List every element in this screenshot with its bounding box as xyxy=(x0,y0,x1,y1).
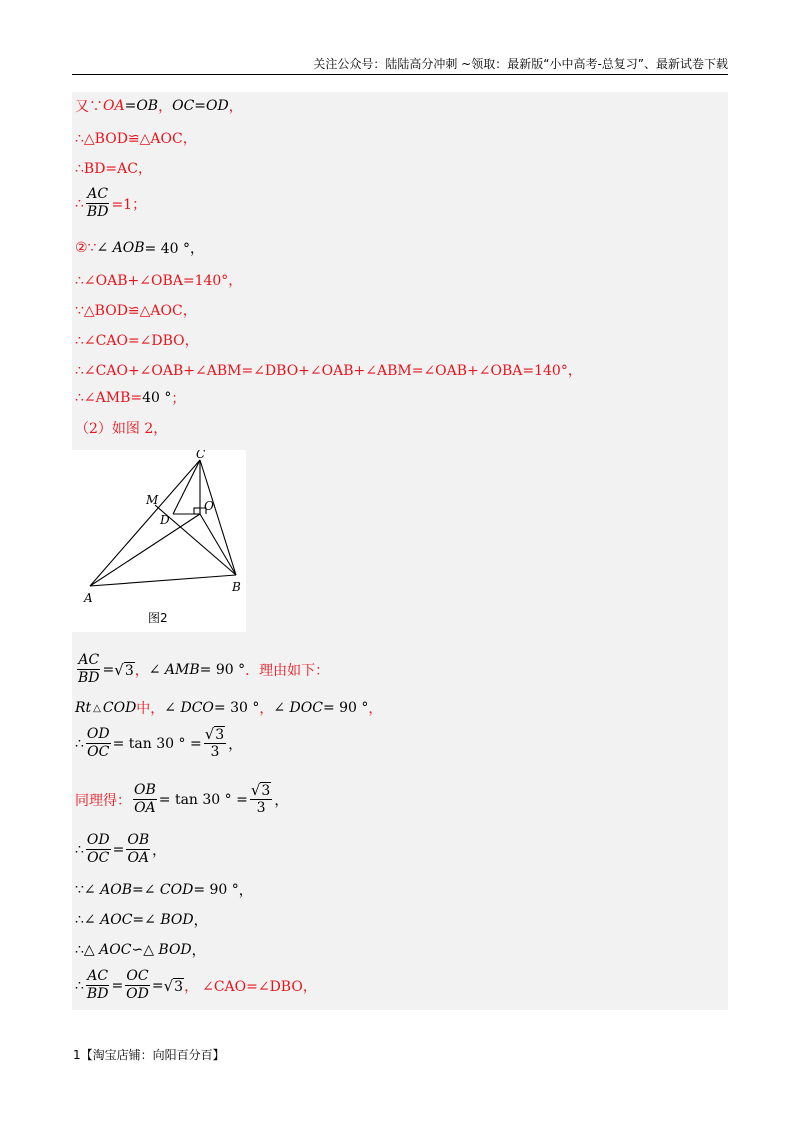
denominator: BD xyxy=(86,986,109,1002)
line-19 xyxy=(75,940,206,960)
math-var: OB xyxy=(136,98,159,114)
fraction xyxy=(86,186,110,221)
therefore: ∴ xyxy=(75,195,84,212)
point-label-B: B xyxy=(232,580,241,594)
math-expr: = tan 30 ° = xyxy=(158,791,248,808)
segment-OB xyxy=(200,514,236,575)
header-text: 关注公众号：陆陆高分冲刺 ~领取：最新版“小中高考-总复习”、最新试卷下载 xyxy=(313,57,728,71)
punct: ， xyxy=(184,978,199,995)
line-12 xyxy=(75,652,329,687)
therefore: ∴ xyxy=(75,841,84,858)
denominator: BD xyxy=(86,204,109,220)
radicand: 3 xyxy=(261,783,271,799)
fraction xyxy=(77,652,101,687)
fraction xyxy=(125,968,150,1003)
text: ．理由如下： xyxy=(245,662,330,679)
math-value: = 30 ° xyxy=(213,700,260,716)
radicand: 3 xyxy=(124,662,134,679)
math-value: = 90 ° xyxy=(193,882,239,898)
radicand: 3 xyxy=(174,978,184,995)
punct: ， xyxy=(368,701,383,717)
math-var: OA xyxy=(103,98,125,114)
math-value: 40 ° xyxy=(142,390,172,406)
denominator: OA xyxy=(127,850,150,866)
line-6: ∴∠OAB+∠OBA=140°， xyxy=(75,273,243,289)
text: 中 xyxy=(136,701,151,717)
line-2: ∴△BOD≌△AOC， xyxy=(75,131,197,147)
denominator: OC xyxy=(87,744,110,760)
text: ∴∠AMB= xyxy=(75,390,143,406)
math-triangle: △ AOC xyxy=(83,942,132,958)
math-var: OC xyxy=(172,98,195,114)
line-18 xyxy=(75,910,208,930)
equals: = xyxy=(112,841,125,858)
line-20 xyxy=(75,968,317,1003)
text: 同理得： xyxy=(75,792,131,809)
math-value: = 90 ° xyxy=(199,661,246,678)
sqrt-numerator: √ 3 xyxy=(250,781,271,799)
therefore: ∴ xyxy=(75,942,84,958)
line-4 xyxy=(75,186,146,221)
sqrt-numerator: √ 3 xyxy=(204,725,225,743)
denominator: BD xyxy=(78,670,100,686)
punct: ， xyxy=(134,662,149,679)
figure-2-svg xyxy=(72,450,246,632)
text: 又∵ xyxy=(75,99,103,115)
because: ∵ xyxy=(75,882,84,898)
numerator: AC xyxy=(87,968,109,984)
therefore: ∴ xyxy=(75,977,84,994)
figure-caption: 图2 xyxy=(148,611,168,625)
math-angle: ∠ DCO xyxy=(164,700,214,716)
point-label-O: O xyxy=(204,499,214,513)
segment-AB xyxy=(90,575,236,586)
equals: = xyxy=(132,912,145,928)
segment-AC xyxy=(90,460,200,586)
text: ∠CAO=∠DBO， xyxy=(202,978,317,995)
sqrt: √ 3 xyxy=(163,976,184,995)
math-var: Rt xyxy=(75,700,92,716)
math-angle: ∠ BOD xyxy=(144,912,194,928)
math-value: = 90 ° xyxy=(322,700,369,716)
line-14 xyxy=(75,726,242,761)
line-7: ∵△BOD≌△AOC， xyxy=(75,303,197,319)
math-angle: ∠ AMB xyxy=(148,661,200,678)
denominator: OA xyxy=(134,800,156,816)
punct: ， xyxy=(228,736,243,753)
punct: ， xyxy=(238,883,253,899)
equals: = xyxy=(102,661,115,678)
point-label-M: M xyxy=(146,493,159,507)
segment-CB xyxy=(200,460,236,575)
equals: = xyxy=(124,98,137,114)
punct: ， xyxy=(259,701,274,717)
point-label-A: A xyxy=(84,591,93,605)
math-expr: = tan 30 ° = xyxy=(112,735,202,752)
page-header xyxy=(72,52,728,75)
right-angle-marker-cod xyxy=(194,508,200,514)
math-value: = 40 °， xyxy=(144,241,204,257)
punct: ， xyxy=(274,792,289,809)
denominator: OD xyxy=(126,986,149,1002)
punct: ； xyxy=(171,391,186,407)
math-angle: ∠ AOB xyxy=(83,882,132,898)
point-label-C: C xyxy=(196,450,206,461)
therefore: ∴ xyxy=(75,735,84,752)
sqrt: √ 3 xyxy=(114,660,134,679)
geometry-figure-2 xyxy=(72,450,246,632)
numerator: OD xyxy=(86,726,110,742)
line-10 xyxy=(75,388,185,408)
equals: = xyxy=(111,977,124,994)
radicand: 3 xyxy=(215,727,225,743)
line-11: （2）如图 2， xyxy=(75,421,168,437)
line-1 xyxy=(75,96,243,116)
line-16 xyxy=(75,832,166,867)
point-label-D: D xyxy=(160,513,170,527)
punct: ， xyxy=(152,842,167,859)
math-angle: ∠ DOC xyxy=(273,700,323,716)
denominator: OC xyxy=(87,850,110,866)
triangle-symbol: △ xyxy=(93,702,101,714)
punct: ， xyxy=(228,99,243,115)
fraction xyxy=(250,782,272,817)
text: =1； xyxy=(111,196,147,213)
numerator: AC xyxy=(78,652,100,668)
math-triangle: △ BOD xyxy=(143,942,192,958)
line-8: ∴∠CAO=∠DBO， xyxy=(75,333,199,349)
math-var: COD xyxy=(102,700,137,716)
equals: = xyxy=(131,882,144,898)
fraction xyxy=(86,968,110,1003)
punct: ， xyxy=(158,99,173,115)
numerator: AC xyxy=(87,186,109,202)
numerator: OB xyxy=(127,832,150,848)
numerator: OD xyxy=(86,832,110,848)
line-15 xyxy=(75,782,288,817)
math-var: OD xyxy=(206,98,229,114)
punct: ， xyxy=(191,943,206,959)
line-13 xyxy=(75,698,382,718)
similar-symbol: ∽ xyxy=(131,942,144,958)
therefore: ∴ xyxy=(75,912,84,928)
math-angle: ∠ COD xyxy=(143,882,194,898)
text: ②∵ xyxy=(75,240,97,256)
fraction xyxy=(126,832,150,867)
fraction xyxy=(86,726,111,761)
equals: = xyxy=(151,977,164,994)
line-17 xyxy=(75,880,253,900)
line-9: ∴∠CAO+∠OAB+∠ABM=∠DBO+∠OAB+∠ABM=∠OAB+∠OBA=140°， xyxy=(75,363,582,379)
page-footer: 1【淘宝店铺：向阳百分百】 xyxy=(73,1048,225,1062)
numerator: OC xyxy=(126,968,149,984)
punct: ， xyxy=(193,913,208,929)
numerator: OB xyxy=(134,782,156,798)
math-angle: ∠ AOB xyxy=(96,240,145,256)
equals: = xyxy=(194,98,207,114)
fraction xyxy=(86,832,111,867)
fraction xyxy=(133,782,157,817)
line-5 xyxy=(75,238,204,258)
math-angle: ∠ AOC xyxy=(83,912,133,928)
punct: ， xyxy=(150,701,165,717)
denominator: 3 xyxy=(256,800,266,816)
line-3: ∴BD=AC， xyxy=(75,161,152,177)
segment-AO xyxy=(90,514,200,586)
fraction xyxy=(204,726,226,761)
denominator: 3 xyxy=(210,744,220,760)
